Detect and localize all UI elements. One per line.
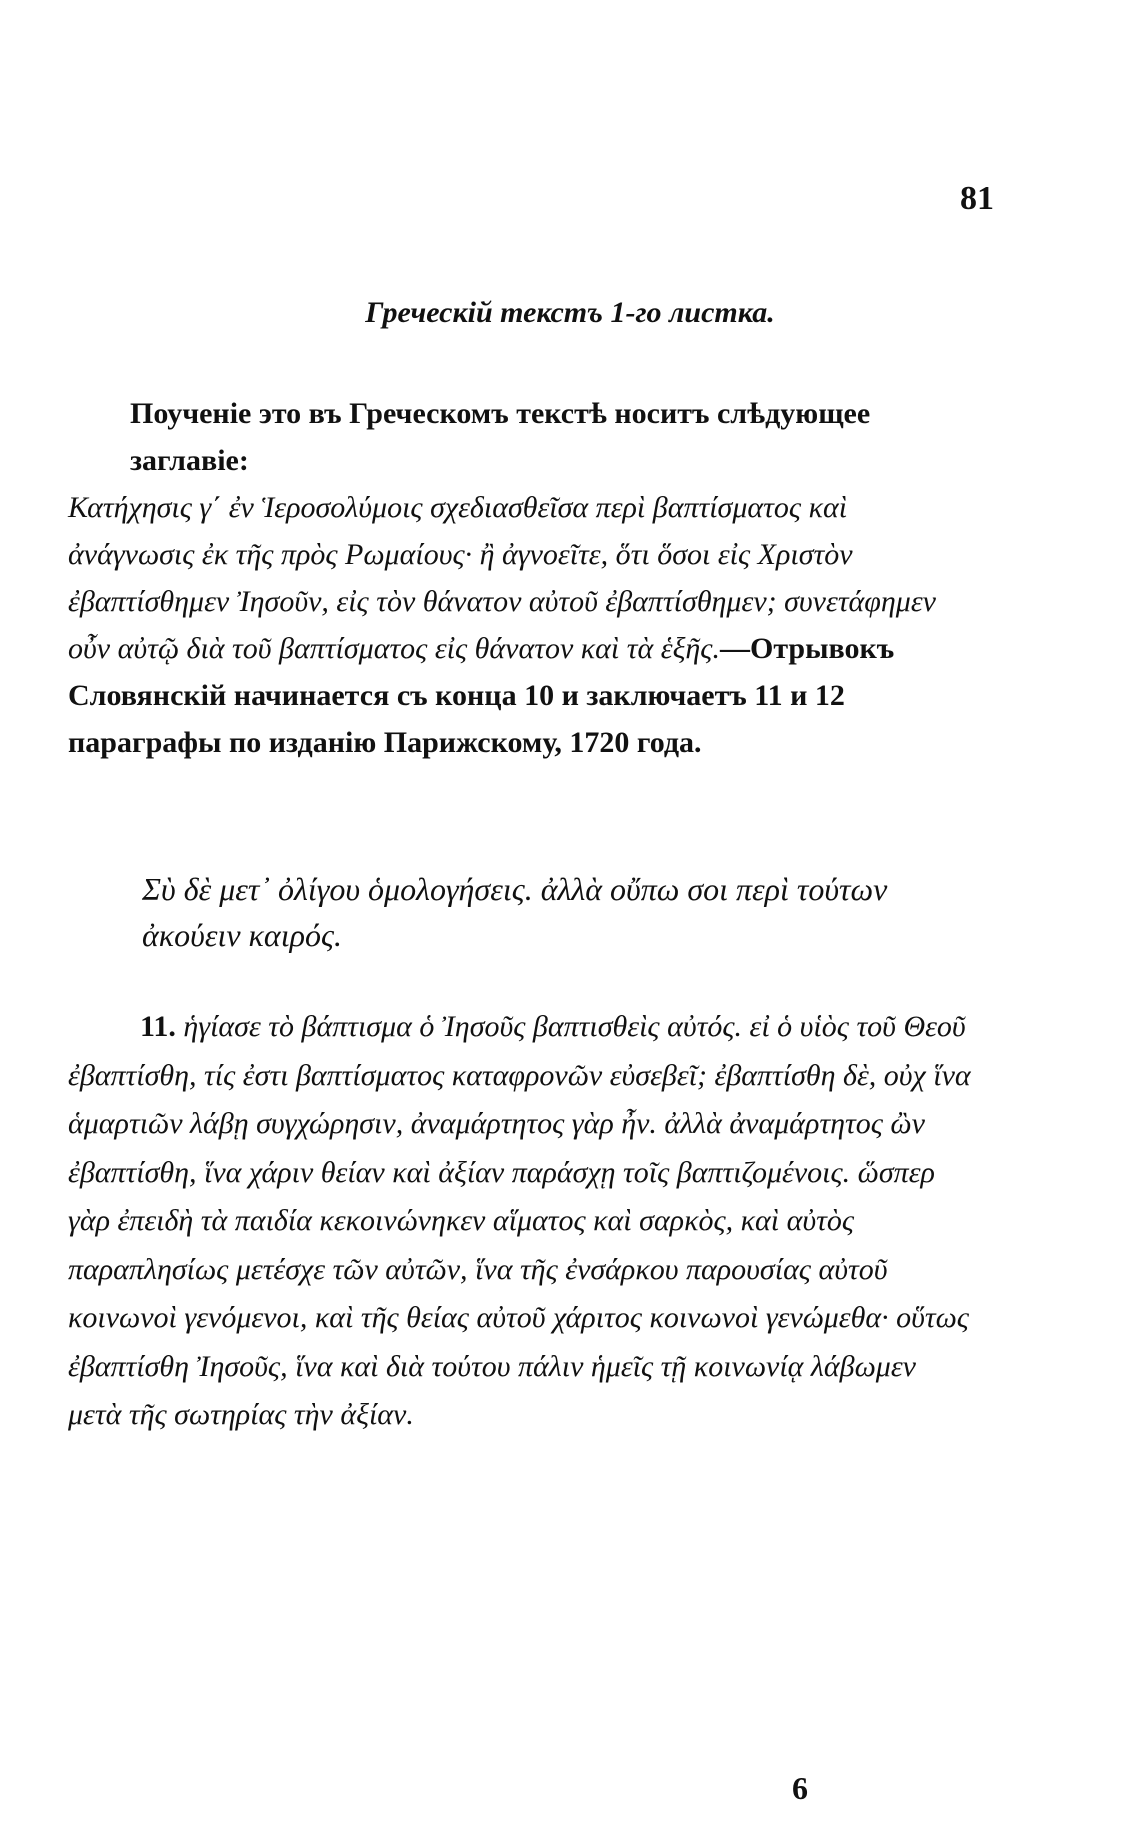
intro-greek-title: Κατήχησις γ΄ ἐν Ἱεροσολύμοις σχεδιασθεῖσα περὶ βαπτίσματος καὶ ἀνάγνωσις ἐκ τῆς πρὸς Ρωμαίους· ἢ ἀγνοεῖτε, ὅτι ὅσοι εἰς Χριστὸν ἐβαπτίσθημεν Ἰησοῦν, εἰς τὸν θάνατον αὐτοῦ ἐβαπτίσθημεν; συνετάφημεν οὖν αὐτῷ διὰ τοῦ βαπτίσματος εἰς θάνατον καὶ τὰ ἑξῆς. (68, 491, 936, 665)
intro-russian-end: —Отрывокъ Словянскій начинается съ конца 10 и заключаетъ 11 и 12 параграфы по изданію Парижскому, 1720 года. (68, 632, 895, 759)
section-11-text: ἡγίασε τὸ βάπτισμα ὁ Ἰησοῦς βαπτισθεὶς αὐτός. εἰ ὁ υἱὸς τοῦ Θεοῦ ἐβαπτίσθη, τίς ἐστι βαπτίσματος καταφρονῶν εὐσεβεῖ; ἐβαπτίσθη δὲ, οὐχ ἵνα ἁμαρτιῶν λάβῃ συγχώρησιν, ἀναμάρτητος γὰρ ἦν. ἀλλὰ ἀναμάρτητος ὢν ἐβαπτίσθη, ἵνα χάριν θείαν καὶ ἀξίαν παράσχῃ τοῖς βαπτιζομένοις. ὥσπερ γὰρ ἐπειδὴ τὰ παιδία κεκοινώνηκεν αἵματος καὶ σαρκὸς, καὶ αὐτὸς παραπλησίως μετέσχε τῶν αὐτῶν, ἵνα τῆς ἐνσάρκου παρουσίας αὐτοῦ κοινωνοὶ γενόμενοι, καὶ τῆς θείας αὐτοῦ χάριτος κοινωνοὶ γενώμεθα· οὕτως ἐβαπτίσθη Ἰησοῦς, ἵνα καὶ διὰ τούτου πάλιν ἡμεῖς τῇ κοινωνίᾳ λάβωμεν μετὰ τῆς σωτηρίας τὴν ἀξίαν. (68, 1010, 971, 1431)
page-number: 81 (960, 180, 994, 217)
section-heading: Греческій текстъ 1-го листка. (365, 296, 775, 329)
section-11-number: 11. (140, 1010, 176, 1043)
intro-paragraph (68, 390, 972, 766)
section-11-paragraph (68, 1003, 972, 1440)
intro-russian-start: Поученіе это въ Греческомъ текстѣ носитъ слѣдующее заглавіе: (130, 397, 871, 477)
signature-mark: 6 (792, 1770, 808, 1806)
greek-quote: Σὺ δὲ μετ᾽ ὀλίγου ὁμολογήσεις. ἀλλὰ οὔπω σοι περὶ τούτων ἀκούειν καιρός. (142, 871, 888, 953)
